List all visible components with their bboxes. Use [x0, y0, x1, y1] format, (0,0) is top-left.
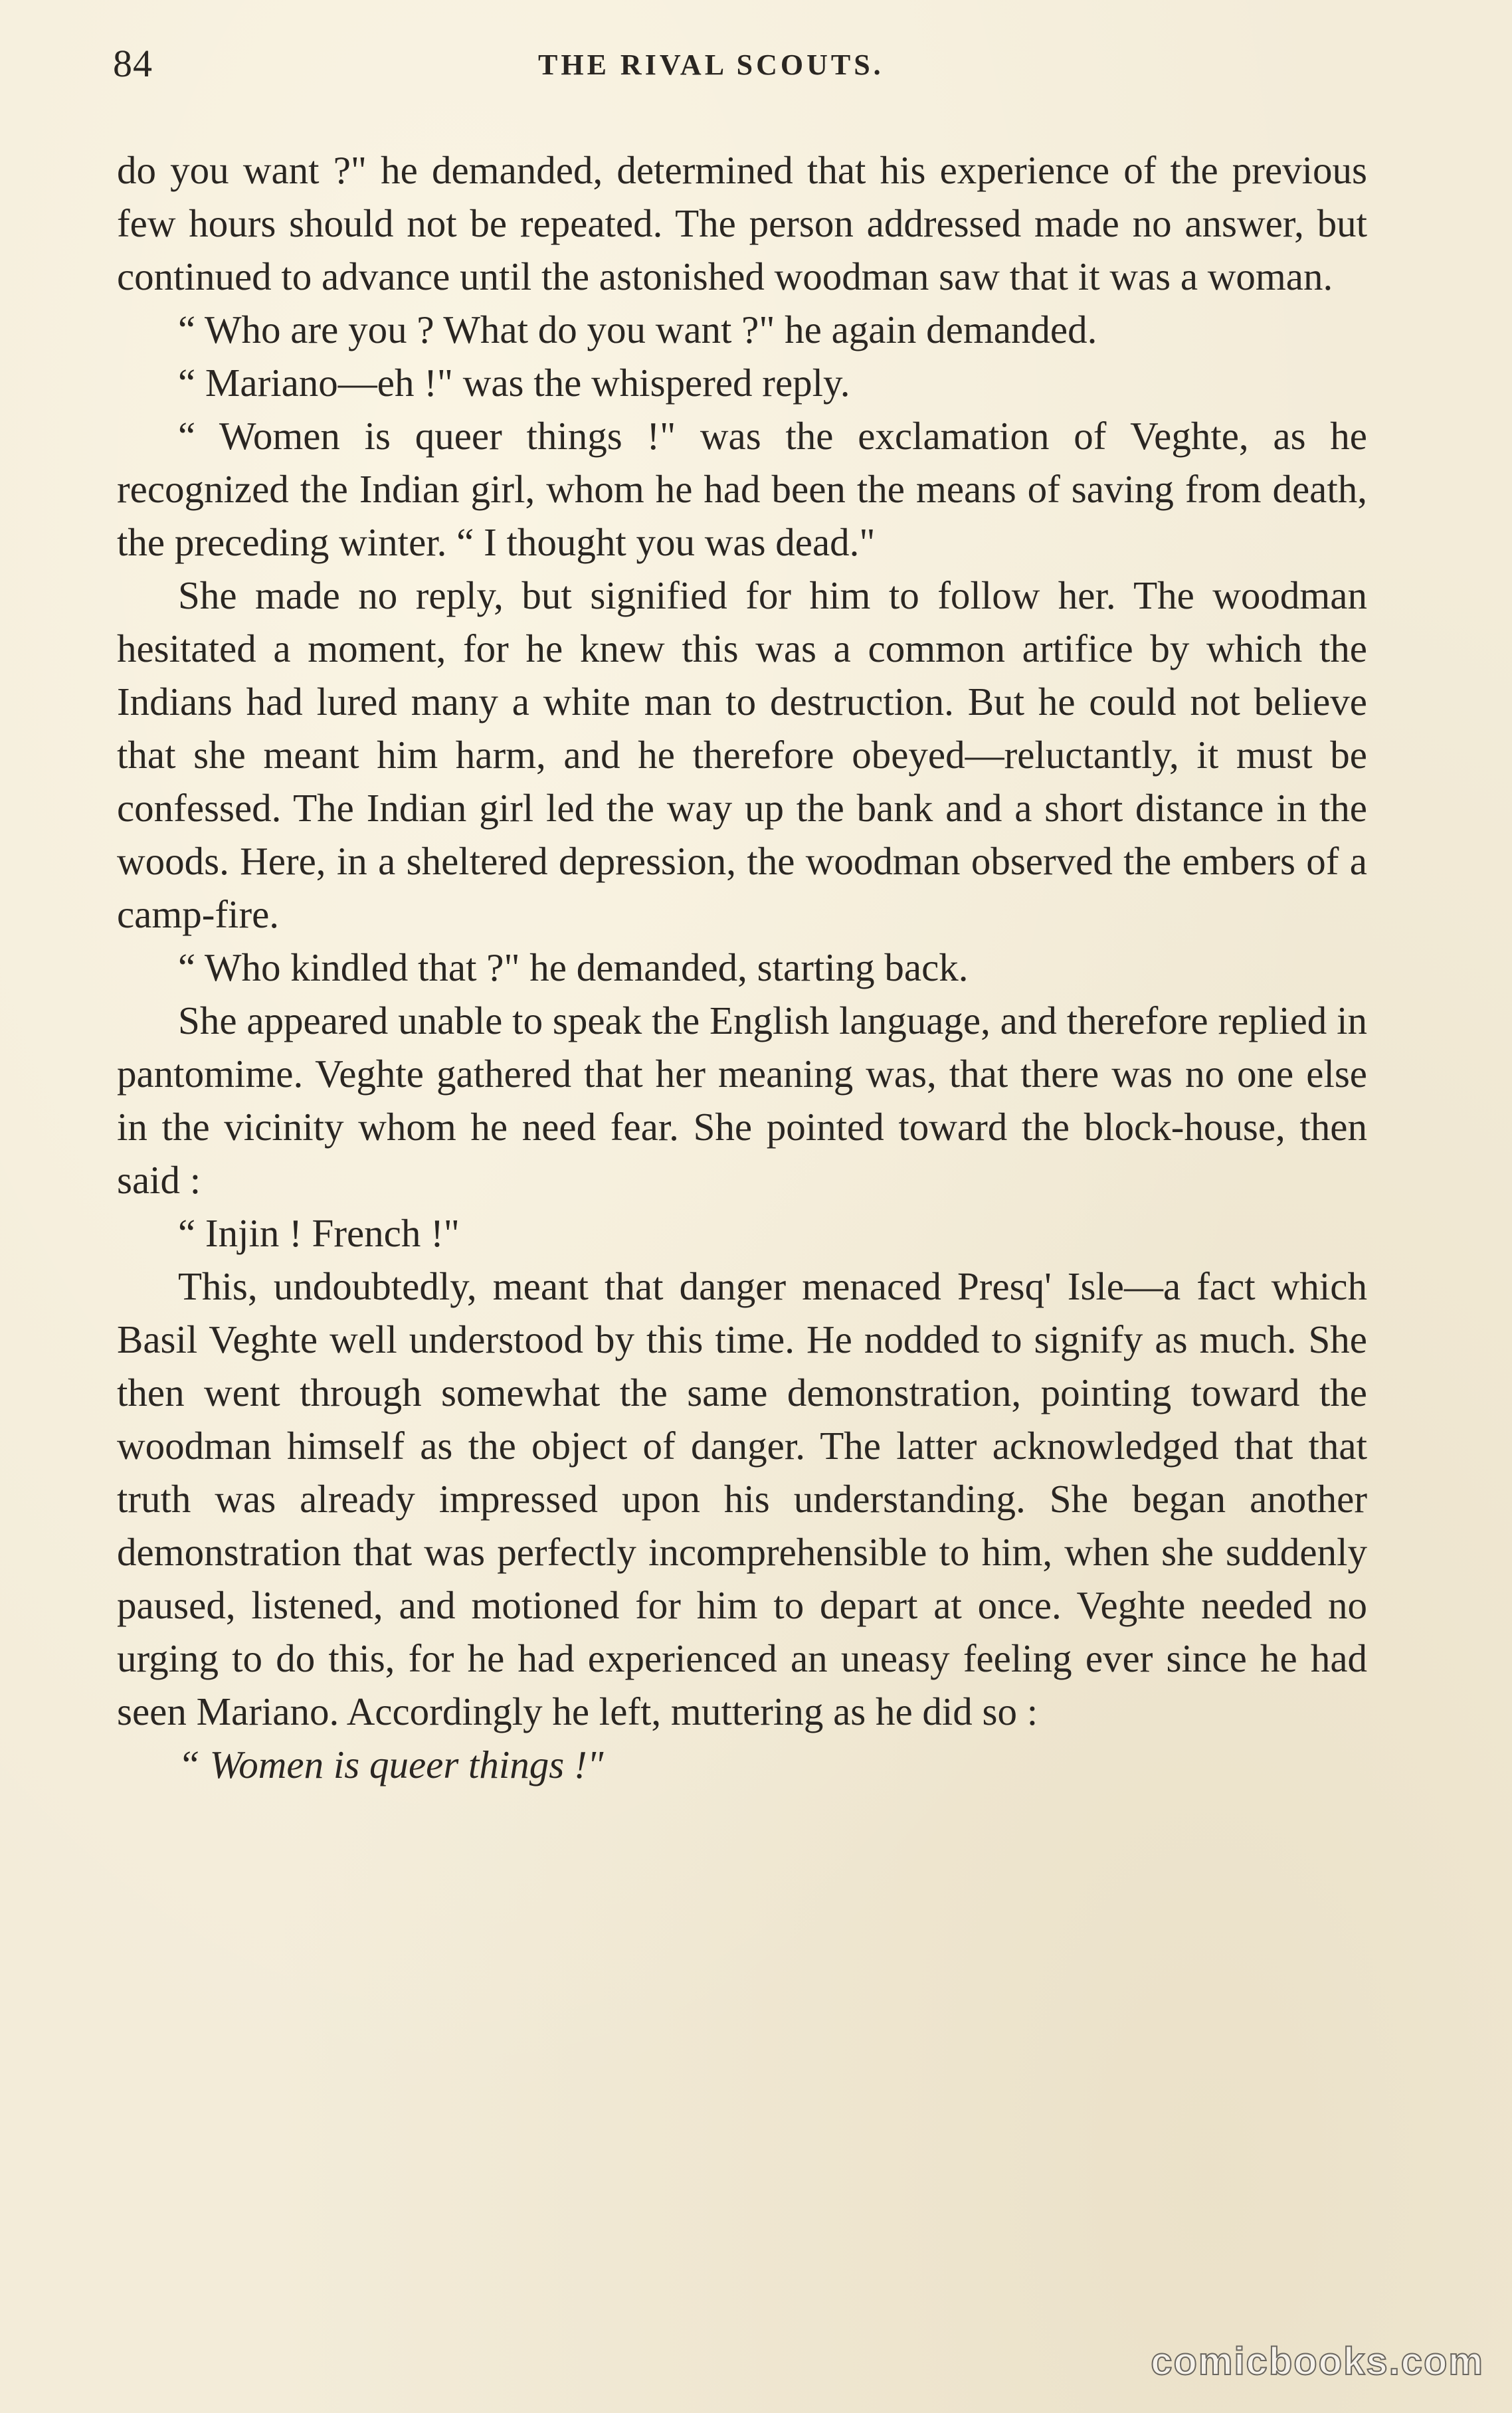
running-head: THE RIVAL SCOUTS. [538, 48, 884, 81]
paragraph: “ Who are you ? What do you want ?" he again demanded. [178, 308, 1097, 351]
paragraph: “ Women is queer things !" was the exclamation of Veghte, as he recognized the Indian girl, whom he had been the means of saving from death, the preceding winter. “ I thought you was dead." [117, 414, 1367, 564]
paragraph: “ Who kindled that ?" he demanded, starting back. [178, 945, 969, 989]
paragraph: do you want ?" he demanded, determined that his experience of the previous few hours should not be repeated. The person addressed made no answer, but continued to advance until the astonished woodman saw that it was a woman. [117, 148, 1367, 298]
page-number: 84 [113, 42, 153, 85]
watermark-text: comicbooks.com [1151, 2340, 1484, 2383]
paragraph: “ Injin ! French !" [178, 1211, 460, 1255]
body-text [117, 144, 1367, 1791]
paragraph: “ Mariano—eh !" was the whispered reply. [178, 361, 850, 405]
page-header [113, 41, 1375, 94]
paragraph: She appeared unable to speak the English language, and therefore replied in pantomime. Veghte gathered that her meaning was, that there was no one else in the vicinity whom he need fear. She pointed toward the block-house, then said : [117, 999, 1367, 1202]
closing-quote: “ Women is queer things !" [178, 1743, 604, 1786]
paragraph: This, undoubtedly, meant that danger menaced Presq' Isle—a fact which Basil Veghte well understood by this time. He nodded to signify as much. She then went through somewhat the same demonstration, pointing toward the woodman himself as the object of danger. The latter acknowledged that that truth was already impressed upon his understanding. She began another demonstration that was perfectly incomprehensible to him, when she suddenly paused, listened, and motioned for him to depart at once. Veghte needed no urging to do this, for he had experienced an uneasy feeling ever since he had seen Mariano. Accordingly he left, muttering as he did so : [117, 1264, 1367, 1733]
paragraph: She made no reply, but signified for him to follow her. The woodman hesitated a moment, for he knew this was a common artifice by which the Indians had lured many a white man to destruction. But he could not believe that she meant him harm, and he therefore obeyed—reluctantly, it must be confessed. The Indian girl led the way up the bank and a short distance in the woods. Here, in a sheltered depression, the woodman observed the embers of a camp-fire. [117, 573, 1367, 936]
